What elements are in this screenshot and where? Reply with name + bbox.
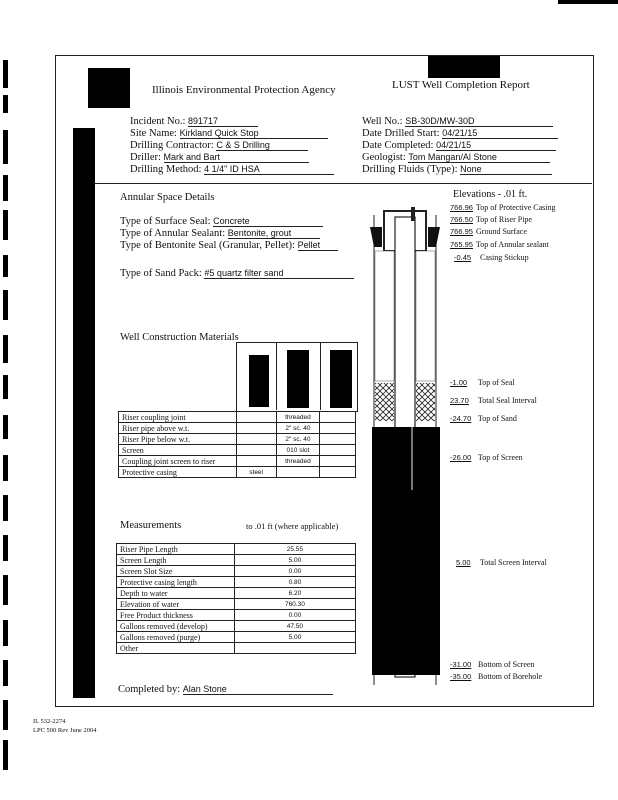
redaction-col3 bbox=[330, 350, 352, 408]
table-row: Gallons removed (develop) 47.50 bbox=[117, 621, 356, 632]
depth-row: 5.00 Total Screen Interval bbox=[456, 558, 547, 567]
measurements-title: Measurements bbox=[120, 520, 182, 531]
table-row: Gallons removed (purge) 5.00 bbox=[117, 632, 356, 643]
sand-pack-row: Type of Sand Pack: #5 quartz filter sand bbox=[120, 268, 354, 279]
depth-row: -31.00 Bottom of Screen bbox=[450, 660, 535, 669]
measurements-table-body bbox=[117, 544, 356, 654]
materials-header-divider bbox=[320, 342, 321, 410]
bentonite-seal-value: Pellet bbox=[298, 240, 338, 251]
materials-header-divider bbox=[276, 342, 277, 410]
well-no-value: SB-30D/MW-30D bbox=[405, 116, 553, 127]
elevation-row: 766.96 Top of Protective Casing bbox=[450, 203, 556, 212]
table-row: Riser coupling joint threaded bbox=[119, 412, 356, 423]
field-geologist: Geologist: Tom Mangan/Al Stone bbox=[362, 152, 550, 163]
annular-sealant-value: Bentonite, grout bbox=[228, 228, 320, 239]
surface-pad-left bbox=[370, 227, 382, 247]
depth-row: -35.00 Bottom of Borehole bbox=[450, 672, 542, 681]
annular-title: Annular Space Details bbox=[120, 192, 215, 203]
table-row: Riser pipe above w.t. 2" sc. 40 bbox=[119, 423, 356, 434]
table-row: Screen 010 slot bbox=[119, 445, 356, 456]
annular-sealant-row: Type of Annular Sealant: Bentonite, grout bbox=[120, 228, 320, 239]
elevation-row: 766.50 Top of Riser Pipe bbox=[450, 215, 532, 224]
table-row: Protective casing length 0.80 bbox=[117, 577, 356, 588]
depth-row: -1.00 Top of Seal bbox=[450, 378, 515, 387]
completed-by-value: Alan Stone bbox=[183, 684, 333, 695]
field-contractor: Drilling Contractor: C & S Drilling bbox=[130, 140, 308, 151]
field-date-start: Date Drilled Start: 04/21/15 bbox=[362, 128, 558, 139]
field-incident: Incident No.: 891717 bbox=[130, 116, 258, 127]
bentonite-seal-row: Type of Bentonite Seal (Granular, Pellet): Pellet bbox=[120, 240, 338, 251]
table-row: Screen Slot Size 0.00 bbox=[117, 566, 356, 577]
grout-right bbox=[416, 251, 435, 381]
field-date-completed: Date Completed: 04/21/15 bbox=[362, 140, 556, 151]
field-driller: Driller: Mark and Bart bbox=[130, 152, 309, 163]
table-row: Elevation of water 760.30 bbox=[117, 599, 356, 610]
site-name-value: Kirkland Quick Stop bbox=[180, 128, 328, 139]
form-revision: LPC 500 Rev June 2004 bbox=[33, 727, 97, 734]
table-row: Other bbox=[117, 643, 356, 654]
surface-pad-right bbox=[428, 227, 440, 247]
table-row: Riser Pipe Length 25.55 bbox=[117, 544, 356, 555]
geologist-value: Tom Mangan/Al Stone bbox=[408, 152, 550, 163]
grout-left bbox=[375, 251, 394, 381]
riser-cap bbox=[411, 207, 415, 221]
elevations-title: Elevations - .01 ft. bbox=[453, 189, 528, 200]
field-drilling-method: Drilling Method: 4 1/4" ID HSA bbox=[130, 164, 334, 175]
table-row: Depth to water 6.20 bbox=[117, 588, 356, 599]
redaction-logo bbox=[88, 68, 130, 108]
redaction-left-strip bbox=[73, 128, 95, 698]
materials-title: Well Construction Materials bbox=[120, 332, 239, 343]
depth-row: 23.70 Total Seal Interval bbox=[450, 396, 537, 405]
sand-pack-value: #5 quartz filter sand bbox=[204, 268, 354, 279]
redaction-col1 bbox=[249, 355, 269, 407]
date-completed-value: 04/21/15 bbox=[436, 140, 556, 151]
table-row: Riser Pipe below w.t. 2" sc. 40 bbox=[119, 434, 356, 445]
depth-row: -24.70 Top of Sand bbox=[450, 414, 517, 423]
form-number: IL 532-2274 bbox=[33, 718, 66, 725]
measurements-note: to .01 ft (where applicable) bbox=[246, 521, 339, 531]
redaction-col2 bbox=[287, 350, 309, 408]
surface-seal-row: Type of Surface Seal: Concrete bbox=[120, 216, 323, 227]
table-row: Coupling joint screen to riser threaded bbox=[119, 456, 356, 467]
elevation-row: -0.45 Casing Stickup bbox=[454, 253, 529, 262]
table-row: Screen Length 5.00 bbox=[117, 555, 356, 566]
elevation-row: 766.95 Ground Surface bbox=[450, 227, 527, 236]
incident-value: 891717 bbox=[188, 116, 258, 127]
bentonite-seal-left bbox=[375, 383, 394, 421]
materials-table bbox=[118, 411, 356, 478]
field-drilling-fluids: Drilling Fluids (Type): None bbox=[362, 164, 552, 175]
measurements-table bbox=[116, 543, 356, 654]
redaction-header bbox=[428, 56, 500, 78]
agency-name: Illinois Environmental Protection Agency bbox=[152, 84, 336, 96]
table-row: Protective casing steel bbox=[119, 467, 356, 478]
elevation-row: 765.95 Top of Annular sealant bbox=[450, 240, 549, 249]
bentonite-seal-right bbox=[416, 383, 435, 421]
driller-value: Mark and Bart bbox=[164, 152, 309, 163]
completed-by-row: Completed by: Alan Stone bbox=[118, 684, 333, 695]
well-diagram-svg bbox=[368, 205, 443, 690]
redaction-diagram bbox=[372, 427, 440, 675]
field-site-name: Site Name: Kirkland Quick Stop bbox=[130, 128, 328, 139]
drilling-fluids-value: None bbox=[460, 164, 552, 175]
table-row: Free Product thickness 0.00 bbox=[117, 610, 356, 621]
materials-table-body bbox=[119, 412, 356, 478]
section-divider bbox=[95, 183, 592, 184]
redaction-top-right bbox=[558, 0, 618, 4]
surface-seal-value: Concrete bbox=[213, 216, 323, 227]
contractor-value: C & S Drilling bbox=[216, 140, 308, 151]
depth-row: -26.00 Top of Screen bbox=[450, 453, 523, 462]
field-well-no: Well No.: SB-30D/MW-30D bbox=[362, 116, 553, 127]
date-start-value: 04/21/15 bbox=[442, 128, 558, 139]
drilling-method-value: 4 1/4" ID HSA bbox=[204, 164, 334, 175]
report-title: LUST Well Completion Report bbox=[392, 79, 530, 91]
